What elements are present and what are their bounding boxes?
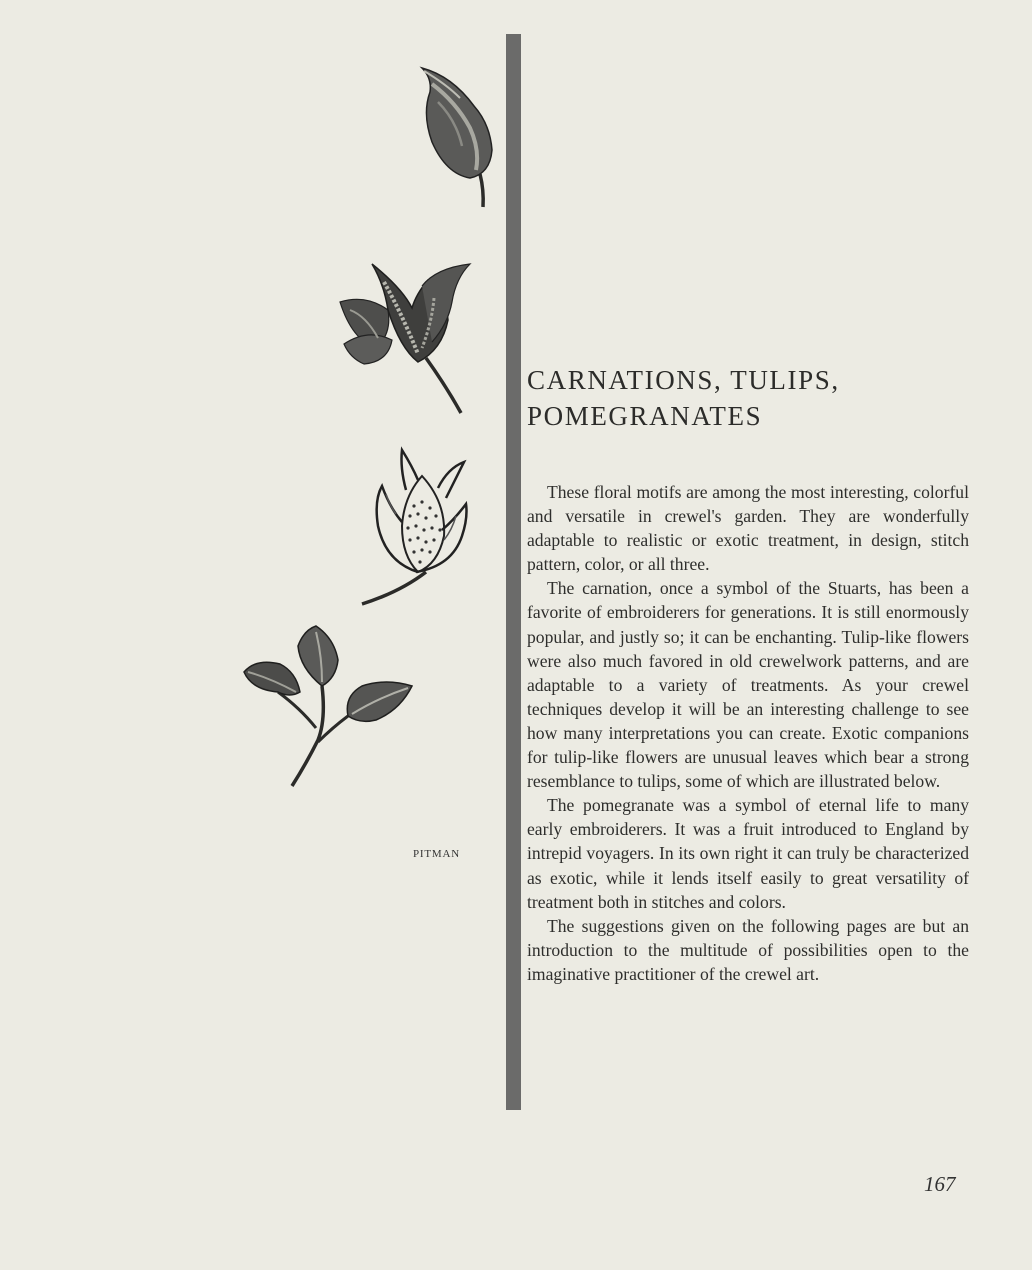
vertical-rule [506, 34, 521, 1110]
page-title [527, 362, 987, 434]
dotted-tulip-icon [356, 446, 476, 612]
paragraph-intro: These floral motifs are among the most interesting, colorful and versatile in crewel's garden. They are wonderfully adaptable to realistic or exotic treatment, in design, stitch pattern, color, or all three. [527, 482, 969, 575]
tulip-bud-icon [410, 62, 500, 212]
body-text [527, 480, 969, 986]
title-line-1: CARNATIONS, TULIPS, [527, 365, 840, 395]
paragraph-pomegranate: The pomegranate was a symbol of eternal life to many early embroiderers. It was a fruit introduced to England by intrepid voyagers. In its own right it can truly be characterized as exotic, while it lends itself easily to great versatility of treatment both in stitches and colors. [527, 795, 969, 912]
paragraph-suggestions: The suggestions given on the following pages are but an introduction to the multitude of possibilities open to the imaginative practitioner of the crewel art. [527, 915, 969, 984]
open-tulip-icon [336, 258, 476, 418]
leaf-sprig-icon [240, 624, 416, 792]
paragraph-carnation: The carnation, once a symbol of the Stuarts, has been a favorite of embroiderers for generations. It is still enormously popular, and justly so; it can be enchanting. Tulip-like flowers were also much favored in old crewelwork patterns, and are adaptable to a variety of treatments. As your crewel techniques develop it will be an interesting challenge to see how many interpretations you can create. Exotic companions for tulip-like flowers are unusual leaves which bear a strong resemblance to tulips, some of which are illustrated below. [527, 578, 969, 792]
title-line-2: POMEGRANATES [527, 401, 763, 431]
illustration-credit: PITMAN [413, 848, 460, 860]
page-number: 167 [924, 1172, 956, 1196]
